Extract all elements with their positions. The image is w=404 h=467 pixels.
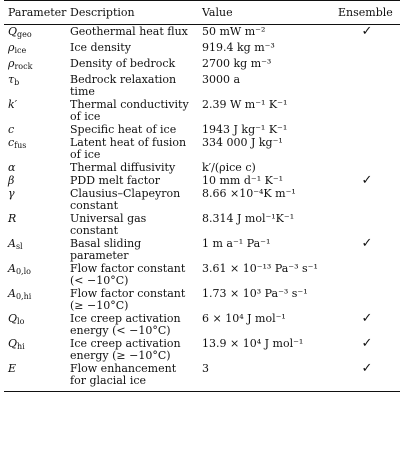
parameter-symbol (4, 98, 66, 123)
ensemble-cell (334, 287, 400, 312)
symbol-main: τ (8, 73, 15, 86)
parameter-symbol (4, 237, 66, 262)
parameter-value: 8.66 ×10⁻⁴K m⁻¹ (202, 187, 296, 200)
ensemble-cell (334, 187, 400, 212)
ensemble-cell (334, 123, 400, 136)
ensemble-cell (334, 73, 400, 98)
parameter-description: Specific heat of ice (70, 123, 177, 136)
parameter-value: 8.314 J mol⁻¹K⁻¹ (202, 212, 295, 225)
parameter-symbol (4, 123, 66, 136)
ensemble-check-icon: ✓ (361, 311, 373, 326)
symbol-main: Q (8, 337, 18, 350)
ensemble-check-icon: ✓ (361, 336, 373, 351)
parameter-value: 13.9 × 10⁴ J mol⁻¹ (202, 337, 304, 350)
table-row (4, 337, 400, 362)
parameter-description: PDD melt factor (70, 174, 161, 187)
table-row (4, 237, 400, 262)
parameter-symbol (4, 362, 66, 392)
parameter-value: 1943 J kg⁻¹ K⁻¹ (202, 123, 288, 136)
symbol-main: Q (8, 25, 18, 38)
parameter-value: 919.4 kg m⁻³ (202, 41, 275, 54)
symbol-subscript: sl (15, 242, 23, 251)
parameter-table (4, 0, 400, 392)
table-header-row (4, 1, 400, 25)
parameter-description: Ice creep activation energy (< −10°C) (70, 312, 181, 337)
table-row (4, 98, 400, 123)
header-description: Description (66, 1, 198, 25)
parameter-value: 1.73 × 10³ Pa⁻³ s⁻¹ (202, 287, 308, 300)
parameter-symbol (4, 337, 66, 362)
symbol-subscript: lo (17, 317, 25, 326)
symbol-subscript: 0,lo (15, 267, 31, 276)
table-row (4, 136, 400, 161)
symbol-main: A (8, 262, 16, 275)
symbol-subscript: 0,hi (15, 292, 32, 301)
parameter-symbol (4, 57, 66, 73)
ensemble-check-icon: ✓ (361, 236, 373, 251)
parameter-symbol (4, 312, 66, 337)
parameter-symbol (4, 174, 66, 187)
symbol-subscript: geo (17, 30, 32, 39)
parameter-value: 3.61 × 10⁻¹³ Pa⁻³ s⁻¹ (202, 262, 318, 275)
symbol-main: A (8, 237, 16, 250)
parameter-description: Flow factor constant (≥ −10°C) (70, 287, 186, 312)
parameter-value: 2.39 W m⁻¹ K⁻¹ (202, 98, 288, 111)
symbol-subscript: rock (14, 62, 33, 71)
parameter-description: Latent heat of fusion of ice (70, 136, 187, 161)
parameter-symbol (4, 41, 66, 57)
parameter-symbol (4, 25, 66, 42)
parameter-symbol (4, 136, 66, 161)
ensemble-cell (334, 98, 400, 123)
parameter-value: 334 000 J kg⁻¹ (202, 136, 283, 149)
parameter-value: 3000 a (202, 73, 241, 86)
table-row (4, 362, 400, 392)
ensemble-cell (334, 212, 400, 237)
table-row (4, 123, 400, 136)
header-value: Value (198, 1, 334, 25)
header-ensemble: Ensemble (334, 1, 400, 25)
symbol-subscript: fus (14, 141, 27, 150)
parameter-description: Density of bedrock (70, 57, 176, 70)
parameter-value: 6 × 10⁴ J mol⁻¹ (202, 312, 286, 325)
parameter-symbol (4, 161, 66, 174)
symbol-main: k′ (8, 98, 18, 111)
parameter-description: Geothermal heat flux (70, 25, 188, 38)
symbol-main: β (8, 174, 15, 187)
parameter-description: Clausius–Clapeyron constant (70, 187, 181, 212)
symbol-main: ρ (8, 57, 15, 70)
parameter-description: Universal gas constant (70, 212, 147, 237)
parameter-symbol (4, 262, 66, 287)
symbol-main: E (8, 362, 17, 375)
table-row (4, 73, 400, 98)
symbol-main: A (8, 287, 16, 300)
symbol-main: γ (8, 187, 15, 200)
parameter-description: Flow enhancement for glacial ice (66, 362, 198, 392)
ensemble-cell (334, 41, 400, 57)
parameter-description: Basal sliding parameter (70, 237, 142, 262)
table-row (4, 174, 400, 187)
parameter-symbol (4, 287, 66, 312)
symbol-main: ρ (8, 41, 15, 54)
parameter-symbol (4, 212, 66, 237)
parameter-description: Thermal conductivity of ice (70, 98, 189, 123)
parameter-description: Bedrock relaxation time (70, 73, 177, 98)
symbol-subscript: b (14, 78, 20, 87)
header-parameter: Parameter (4, 1, 66, 25)
table-row (4, 262, 400, 287)
table-row (4, 312, 400, 337)
table-row (4, 161, 400, 174)
parameter-symbol (4, 187, 66, 212)
parameter-value: 2700 kg m⁻³ (202, 57, 272, 70)
parameter-value: k′/(ρice c) (202, 161, 256, 174)
parameter-value: 10 mm d⁻¹ K⁻¹ (202, 174, 284, 187)
symbol-main: R (8, 212, 17, 225)
symbol-subscript: hi (17, 342, 25, 351)
parameter-value: 50 mW m⁻² (202, 25, 266, 38)
parameter-description: Flow factor constant (< −10°C) (70, 262, 186, 287)
table-row (4, 212, 400, 237)
table-row (4, 25, 400, 42)
parameter-symbol (4, 73, 66, 98)
table-row (4, 41, 400, 57)
parameter-value: 1 m a⁻¹ Pa⁻¹ (202, 237, 271, 250)
symbol-main: c (8, 136, 15, 149)
ensemble-cell (334, 136, 400, 161)
ensemble-cell (334, 57, 400, 73)
parameter-value: 3 (198, 362, 334, 392)
parameter-description: Ice creep activation energy (≥ −10°C) (70, 337, 181, 362)
table-row (4, 287, 400, 312)
parameter-description: Thermal diffusivity (70, 161, 176, 174)
ensemble-check-icon: ✓ (334, 362, 400, 392)
symbol-subscript: ice (14, 46, 27, 55)
table-row (4, 187, 400, 212)
symbol-main: Q (8, 312, 18, 325)
symbol-main: c (8, 123, 15, 136)
parameter-description: Ice density (70, 41, 131, 54)
ensemble-check-icon: ✓ (361, 24, 373, 39)
ensemble-check-icon: ✓ (361, 173, 373, 188)
ensemble-cell (334, 262, 400, 287)
symbol-main: α (8, 161, 16, 174)
table-row (4, 57, 400, 73)
